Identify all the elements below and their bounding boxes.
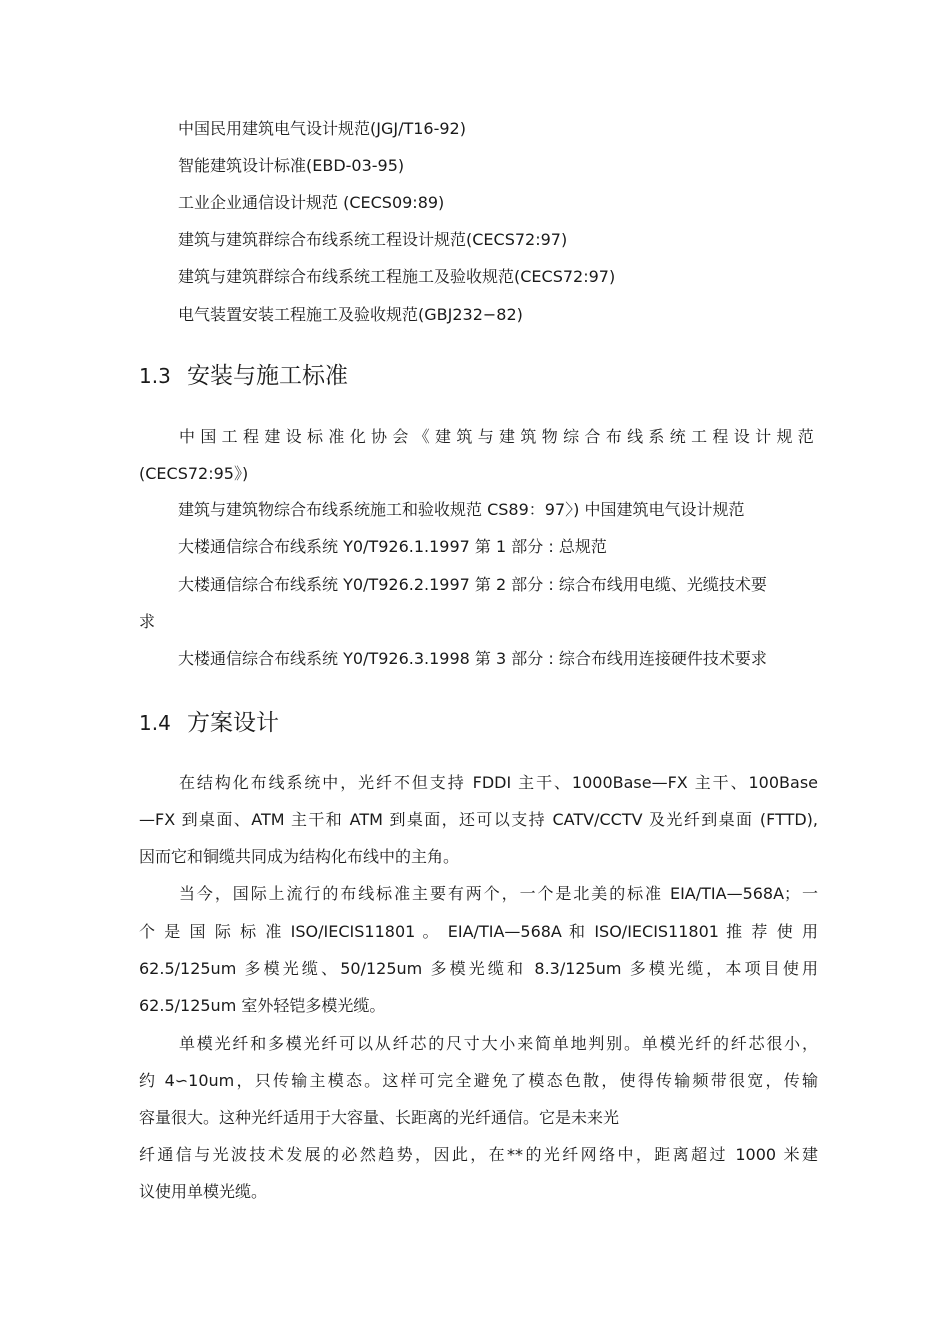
reference-item: 工业企业通信设计规范 (CECS09:89) bbox=[178, 193, 445, 212]
body-line: 62.5/125um 多模光缆、50/125um 多模光缆和 8.3/125um 多模光缆，本项目使用 bbox=[139, 959, 818, 978]
body-line: 大楼通信综合布线系统 Y0/T926.1.1997 第 1 部分 : 总规范 bbox=[178, 537, 607, 556]
reference-item: 中国民用建筑电气设计规范(JGJ/T16-92) bbox=[178, 119, 466, 138]
section-number: 1.3 bbox=[139, 364, 171, 388]
reference-item: 建筑与建筑群综合布线系统工程施工及验收规范(CECS72:97) bbox=[178, 267, 616, 286]
body-line: 在结构化布线系统中，光纤不但支持 FDDI 主干、1000Base—FX 主干、100Base bbox=[179, 773, 818, 792]
body-line: (CECS72:95》) bbox=[139, 464, 249, 483]
body-line: 当今，国际上流行的布线标准主要有两个，一个是北美的标准 EIA/TIA—568A；一 bbox=[179, 884, 818, 903]
reference-item: 建筑与建筑群综合布线系统工程设计规范(CECS72:97) bbox=[178, 230, 568, 249]
body-line: 约 4∽10um，只传输主模态。这样可完全避免了模态色散，使得传输频带很宽，传输 bbox=[139, 1071, 818, 1090]
body-line: 容量很大。这种光纤适用于大容量、长距离的光纤通信。它是未来光 bbox=[139, 1108, 620, 1127]
body-line: 大楼通信综合布线系统 Y0/T926.2.1997 第 2 部分 : 综合布线用电缆、光缆技术要 bbox=[178, 575, 767, 594]
body-line: 个 是 国 际 标 准 ISO/IECIS11801 。 EIA/TIA—568A 和 ISO/IECIS11801 推 荐 使 用 bbox=[139, 922, 818, 941]
section-title: 安装与施工标准 bbox=[187, 363, 348, 389]
section-heading-1-3 bbox=[139, 361, 348, 391]
body-line: 中国工程建设标准化协会《建筑与建筑物综合布线系统工程设计规范 bbox=[179, 427, 818, 446]
body-line: 大楼通信综合布线系统 Y0/T926.3.1998 第 3 部分 : 综合布线用连接硬件技术要求 bbox=[178, 649, 767, 668]
reference-item: 电气装置安装工程施工及验收规范(GBJ232−82) bbox=[178, 305, 523, 324]
body-line: 因而它和铜缆共同成为结构化布线中的主角。 bbox=[139, 847, 460, 866]
body-line: 单模光纤和多模光纤可以从纤芯的尺寸大小来简单地判别。单模光纤的纤芯很小， bbox=[179, 1034, 818, 1053]
body-line: 建筑与建筑物综合布线系统施工和验收规范 CS89：97〉) 中国建筑电气设计规范 bbox=[178, 500, 745, 519]
body-line: 62.5/125um 室外轻铠多模光缆。 bbox=[139, 996, 386, 1015]
body-line: 纤通信与光波技术发展的必然趋势，因此，在**的光纤网络中，距离超过 1000 米建 bbox=[139, 1145, 818, 1164]
body-line: 议使用单模光缆。 bbox=[139, 1182, 268, 1201]
body-line: —FX 到桌面、ATM 主干和 ATM 到桌面，还可以支持 CATV/CCTV 及光纤到桌面 (FTTD), bbox=[139, 810, 818, 829]
body-line: 求 bbox=[139, 612, 156, 631]
section-number: 1.4 bbox=[139, 711, 171, 735]
reference-item: 智能建筑设计标准(EBD-03-95) bbox=[178, 156, 405, 175]
section-title: 方案设计 bbox=[187, 710, 279, 736]
section-heading-1-4 bbox=[139, 708, 279, 738]
